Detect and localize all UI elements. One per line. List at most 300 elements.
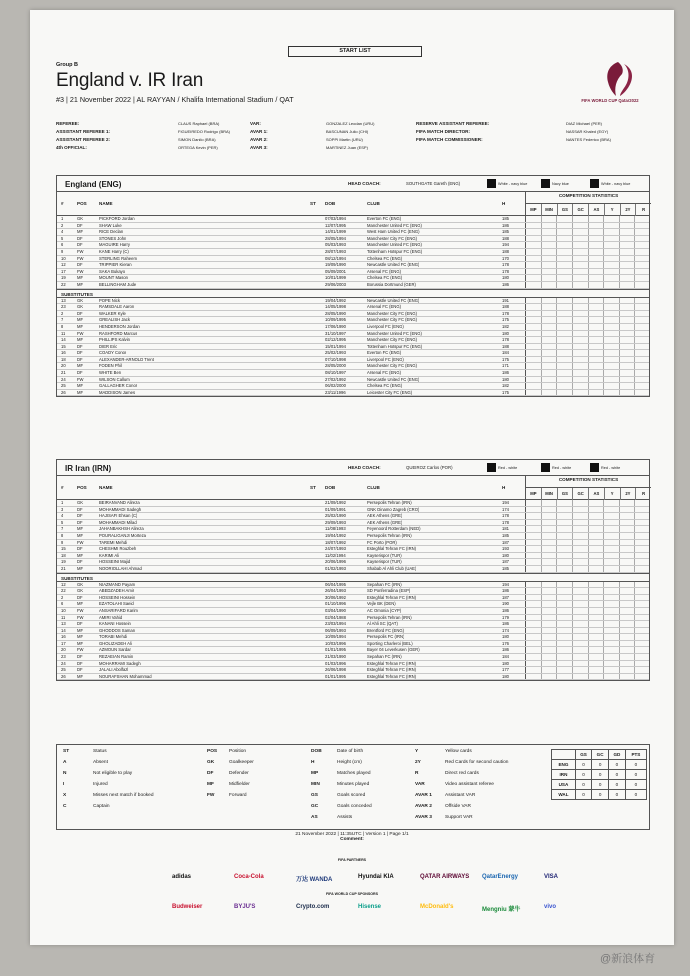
player-dob: 31/10/1997 (325, 330, 346, 336)
stat-cell (541, 647, 557, 653)
stat-cell (556, 377, 572, 383)
player-h: 194 (502, 581, 509, 587)
legend-code: H (311, 760, 315, 765)
player-dob: 28/05/1990 (325, 310, 346, 316)
stat-cell (603, 370, 619, 376)
stat-cell (541, 216, 557, 222)
official-label: AVAR 1: (250, 129, 268, 134)
official-value: SIMON Danilo (BRA) (178, 137, 216, 142)
player-pos: DF (77, 310, 83, 316)
player-num: 11 (61, 330, 66, 336)
stat-cell (588, 513, 604, 519)
stat-cell (541, 588, 557, 594)
england-section (56, 175, 650, 397)
legend-desc: Midfielder (229, 782, 250, 787)
stat-cell (619, 249, 635, 255)
stat-cell (588, 275, 604, 281)
player-h: 185 (502, 216, 509, 221)
legend-code: MF (207, 782, 214, 787)
stat-col: Y (604, 488, 620, 500)
stat-cell (603, 674, 619, 680)
stats-grid (525, 383, 650, 389)
player-club: Persepolis Tehran (IRN) (367, 532, 412, 538)
stat-cell (619, 500, 635, 506)
player-name: HENDERSON Jordan (99, 323, 140, 329)
stat-cell (556, 269, 572, 275)
player-row (57, 661, 649, 668)
stat-cell (556, 311, 572, 317)
player-pos: DF (77, 262, 83, 268)
stat-cell (619, 654, 635, 660)
player-pos: DF (77, 667, 83, 673)
legend-desc: Matches played (337, 771, 371, 776)
stat-cell (603, 621, 619, 627)
player-row (57, 229, 649, 236)
stat-cell (556, 298, 572, 304)
legend-desc: Forward (229, 793, 247, 798)
player-row (57, 350, 649, 357)
player-row (57, 317, 649, 324)
player-h: 180 (502, 552, 509, 558)
col-name: NAME (99, 485, 113, 490)
stat-cell (526, 533, 541, 539)
stat-cell (619, 674, 635, 680)
player-num: 25 (61, 383, 66, 389)
player-row (57, 553, 649, 560)
player-dob: 19/04/1992 (325, 532, 346, 538)
stat-cell (541, 275, 557, 281)
stat-cell (634, 249, 650, 255)
player-h: 184 (502, 350, 509, 356)
official-label: 4th OFFICIAL: (56, 145, 87, 150)
stat-cell (526, 500, 541, 506)
stat-cell (541, 513, 557, 519)
official-value: GONZALEZ Leodan (URU) (326, 121, 375, 126)
partners-label: FIFA PARTNERS (337, 858, 367, 862)
shorts-icon (541, 463, 550, 472)
stat-cell (556, 275, 572, 281)
stat-cell (634, 608, 650, 614)
stat-cell (572, 304, 588, 310)
player-club: Sepahan FC (IRN) (367, 654, 402, 660)
player-name: POURALIGANJI Morteza (99, 532, 147, 538)
sponsor-logo: adidas (172, 874, 192, 880)
stat-cell (603, 275, 619, 281)
stat-cell (603, 377, 619, 383)
stat-cell (588, 500, 604, 506)
standings-cell: GS (575, 750, 591, 760)
legend-code: AS (311, 815, 318, 820)
official-value: FIGUEIREDO Rodrigo (BRA) (178, 129, 231, 134)
player-row (57, 370, 649, 377)
legend-desc: Yellow cards (445, 749, 472, 754)
stat-cell (588, 216, 604, 222)
player-num: 2 (61, 222, 64, 228)
player-name: MOUNT Mason (99, 275, 129, 281)
player-name: KANE Harry (C) (99, 248, 129, 254)
stat-cell (603, 595, 619, 601)
socks-icon (590, 179, 599, 188)
player-num: 20 (61, 363, 66, 369)
standings-cell: 0 (609, 790, 626, 800)
legend-desc: Support VAR (445, 815, 473, 820)
player-num: 10 (61, 255, 66, 261)
official-row (250, 120, 420, 128)
stats-grid (525, 390, 650, 396)
player-h: 191 (502, 297, 509, 303)
player-pos: DF (77, 506, 83, 512)
stats-grid (525, 337, 650, 343)
stat-cell (619, 647, 635, 653)
player-num: 12 (61, 262, 66, 268)
player-row (57, 337, 649, 344)
sponsor-logo: Mengniu 蒙牛 (482, 907, 521, 913)
player-name: ABEDZADEH Amir (99, 588, 135, 594)
stat-cell (603, 344, 619, 350)
stat-cell (619, 229, 635, 235)
stat-cell (526, 674, 541, 680)
world-cup-logo-icon (578, 60, 642, 108)
player-pos: DF (77, 594, 83, 600)
stat-cell (572, 566, 588, 572)
player-num: 4 (61, 513, 64, 519)
stat-cell (588, 628, 604, 634)
standings-cell: 0 (592, 770, 609, 780)
stat-cell (619, 298, 635, 304)
stat-cell (572, 520, 588, 526)
stat-cell (619, 223, 635, 229)
player-h: 193 (502, 546, 509, 552)
stat-cell (603, 242, 619, 248)
sponsor-logo: Coca-Cola (234, 874, 264, 880)
footer-comment: Comment: (340, 837, 364, 842)
stats-grid (525, 275, 650, 281)
player-h: 186 (502, 281, 509, 287)
stat-cell (634, 390, 650, 396)
player-h: 194 (502, 242, 509, 248)
player-row (57, 216, 649, 223)
stat-cell (588, 608, 604, 614)
player-dob: 29/06/2003 (325, 281, 346, 287)
stat-cell (603, 350, 619, 356)
player-pos: FW (77, 607, 84, 613)
stat-cell (619, 242, 635, 248)
legend-desc: Red Cards for second caution (445, 760, 509, 765)
player-num: 25 (61, 667, 66, 673)
stat-cell (603, 311, 619, 317)
player-dob: 26/04/1993 (325, 588, 346, 594)
player-num: 19 (61, 559, 66, 565)
stat-cell (572, 229, 588, 235)
stat-cell (588, 647, 604, 653)
stat-cell (541, 540, 557, 546)
legend-code: AVAR 2 (415, 804, 432, 809)
stat-cell (572, 236, 588, 242)
legend-code: DF (207, 771, 214, 776)
player-row (57, 628, 649, 635)
stat-cell (603, 324, 619, 330)
player-dob: 21/09/1992 (325, 500, 346, 505)
official-value: BASCUNAN Julio (CHI) (326, 129, 369, 134)
stat-cell (526, 337, 541, 343)
player-h: 186 (502, 647, 509, 653)
player-row (57, 520, 649, 527)
stat-cell (619, 546, 635, 552)
player-row (57, 344, 649, 351)
kit-shirt (487, 179, 527, 188)
stats-grid (525, 559, 650, 565)
sponsor-logo: BYJU'S (234, 904, 256, 910)
stat-cell (588, 582, 604, 588)
player-num: 1 (61, 216, 64, 221)
player-name: AZMOUN Sardar (99, 647, 131, 653)
player-row (57, 634, 649, 641)
stat-cell (556, 621, 572, 627)
legend-desc: Goalkeeper (229, 760, 254, 765)
kit-label: White - navy blue (498, 181, 528, 186)
stat-cell (603, 553, 619, 559)
official-label: ASSISTANT REFEREE 1: (56, 129, 111, 134)
player-dob: 05/09/2001 (325, 268, 346, 274)
stat-cell (572, 324, 588, 330)
player-num: 21 (61, 370, 66, 376)
stat-cell (619, 317, 635, 323)
stat-cell (603, 363, 619, 369)
player-row (57, 513, 649, 520)
standings-cell: 0 (625, 790, 646, 800)
stat-cell (634, 337, 650, 343)
player-h: 184 (502, 654, 509, 660)
player-name: STONES John (99, 235, 127, 241)
standings-row (552, 750, 647, 760)
stat-cell (541, 304, 557, 310)
col-club: CLUB (367, 485, 380, 490)
player-num: 9 (61, 248, 64, 254)
stat-cell (588, 588, 604, 594)
stat-cell (526, 282, 541, 288)
stat-cell (634, 242, 650, 248)
stat-cell (556, 667, 572, 673)
player-dob: 25/02/1990 (325, 513, 346, 519)
partners-row (30, 870, 674, 890)
stat-cell (556, 223, 572, 229)
stat-cell (588, 249, 604, 255)
player-dob: 24/07/1993 (325, 546, 346, 552)
player-pos: MF (77, 229, 84, 235)
stat-cell (526, 566, 541, 572)
player-dob: 07/03/1994 (325, 216, 346, 221)
player-name: POPE Nick (99, 297, 120, 303)
player-dob: 11/08/1993 (325, 526, 346, 532)
player-row (57, 363, 649, 370)
player-name: JALALI Abolfazl (99, 667, 129, 673)
stat-cell (572, 331, 588, 337)
stat-cell (603, 601, 619, 607)
stat-cell (634, 601, 650, 607)
player-h: 185 (502, 532, 509, 538)
player-row (57, 674, 649, 681)
stat-cell (556, 350, 572, 356)
stat-cell (541, 357, 557, 363)
stat-col: MIN (541, 204, 557, 216)
player-h: 180 (502, 275, 509, 281)
player-h: 170 (502, 255, 509, 261)
stat-cell (603, 357, 619, 363)
stats-grid (525, 520, 650, 526)
competition-stats-title: COMPETITION STATISTICS (558, 477, 619, 482)
player-num: 13 (61, 621, 66, 627)
player-num: 20 (61, 647, 66, 653)
stat-cell (588, 667, 604, 673)
stat-cell (588, 383, 604, 389)
player-num: 21 (61, 565, 66, 571)
player-name: REZAEIAN Ramin (99, 654, 134, 660)
stat-cell (619, 588, 635, 594)
player-pos: FW (77, 268, 84, 274)
player-row (57, 298, 649, 305)
stat-cell (619, 621, 635, 627)
player-dob: 14/01/1999 (325, 229, 346, 235)
stat-cell (541, 608, 557, 614)
player-pos: DF (77, 350, 83, 356)
stats-grid (525, 331, 650, 337)
stat-cell (526, 229, 541, 235)
player-dob: 06/04/1995 (325, 581, 346, 587)
stat-cell (619, 350, 635, 356)
stat-cell (634, 311, 650, 317)
stat-cell (526, 546, 541, 552)
stat-cell (572, 647, 588, 653)
stat-cell (619, 641, 635, 647)
stat-cell (588, 337, 604, 343)
stat-cell (541, 615, 557, 621)
stat-cell (588, 242, 604, 248)
stat-cell (588, 269, 604, 275)
stat-cell (603, 256, 619, 262)
stats-grid (525, 647, 650, 653)
stat-cell (541, 661, 557, 667)
official-row (416, 128, 646, 136)
stat-cell (541, 634, 557, 640)
stats-grid (525, 377, 650, 383)
kit-shirt (487, 463, 517, 472)
stat-cell (619, 582, 635, 588)
match-title: England v. IR Iran (56, 70, 204, 91)
stat-cell (541, 363, 557, 369)
head-coach-name: SOUTHGATE Gareth (ENG) (406, 181, 461, 186)
stats-grid (525, 262, 650, 268)
player-pos: FW (77, 376, 84, 382)
stat-cell (541, 520, 557, 526)
stat-cell (619, 311, 635, 317)
player-pos: FW (77, 614, 84, 620)
legend-code: I (63, 782, 65, 787)
stat-cell (541, 337, 557, 343)
stat-col: GC (572, 488, 588, 500)
player-num: 16 (61, 634, 66, 640)
stat-cell (572, 311, 588, 317)
stat-cell (541, 654, 557, 660)
player-pos: GK (77, 297, 84, 303)
stat-cell (556, 317, 572, 323)
stat-cell (526, 223, 541, 229)
stat-cell (572, 615, 588, 621)
stat-cell (526, 317, 541, 323)
player-h: 179 (502, 614, 509, 620)
player-name: STERLING Raheem (99, 255, 137, 261)
stats-grid (525, 661, 650, 667)
legend-code: R (415, 771, 419, 776)
stat-cell (572, 582, 588, 588)
stat-cell (526, 269, 541, 275)
player-num: 8 (61, 532, 64, 538)
player-row (57, 546, 649, 553)
player-num: 8 (61, 323, 64, 329)
standings-cell: 0 (625, 780, 646, 790)
stat-cell (634, 595, 650, 601)
stat-cell (572, 317, 588, 323)
player-h: 178 (502, 310, 509, 316)
stat-cell (634, 357, 650, 363)
player-name: MOHARRAMI Sadegh (99, 660, 141, 666)
stat-cell (572, 533, 588, 539)
group-label: Group B (56, 62, 78, 68)
stat-cell (526, 357, 541, 363)
stat-cell (572, 390, 588, 396)
stat-cell (588, 526, 604, 532)
team-header (57, 460, 649, 476)
stat-cell (541, 507, 557, 513)
player-name: RASHFORD Marcus (99, 330, 138, 336)
player-pos: GK (77, 500, 84, 505)
stat-cell (588, 350, 604, 356)
player-club: Bayer 04 Leverkusen (GER) (367, 647, 420, 653)
stat-cell (588, 533, 604, 539)
stat-cell (556, 236, 572, 242)
stat-cell (526, 311, 541, 317)
player-row (57, 311, 649, 318)
stat-cell (619, 540, 635, 546)
standings-cell: USA (552, 780, 576, 790)
player-dob: 06/09/1993 (325, 627, 346, 633)
stat-col: MP (530, 491, 537, 496)
legend-desc: Direct red cards (445, 771, 479, 776)
player-club: Arsenal FC (ENG) (367, 304, 401, 310)
stat-cell (526, 615, 541, 621)
player-club: West Ham United FC (ENG) (367, 229, 420, 235)
stat-cell (634, 269, 650, 275)
col-pos: POS (77, 201, 87, 206)
player-name: WALKER Kyle (99, 310, 126, 316)
player-h: 178 (502, 513, 509, 519)
player-club: Esteghlal Tehran FC (IRN) (367, 594, 417, 600)
stats-grid (525, 507, 650, 513)
stat-col: GS (557, 488, 573, 500)
stats-grid (525, 608, 650, 614)
stat-cell (526, 641, 541, 647)
stat-cell (588, 566, 604, 572)
player-h: 177 (502, 667, 509, 673)
legend-desc: Defender (229, 771, 249, 776)
stat-cell (572, 500, 588, 506)
player-num: 13 (61, 297, 66, 303)
player-dob: 30/06/1992 (325, 594, 346, 600)
stat-cell (541, 282, 557, 288)
legend-desc: Goals scored (337, 793, 366, 798)
player-h: 185 (502, 565, 509, 571)
player-row (57, 559, 649, 566)
stat-cell (634, 661, 650, 667)
